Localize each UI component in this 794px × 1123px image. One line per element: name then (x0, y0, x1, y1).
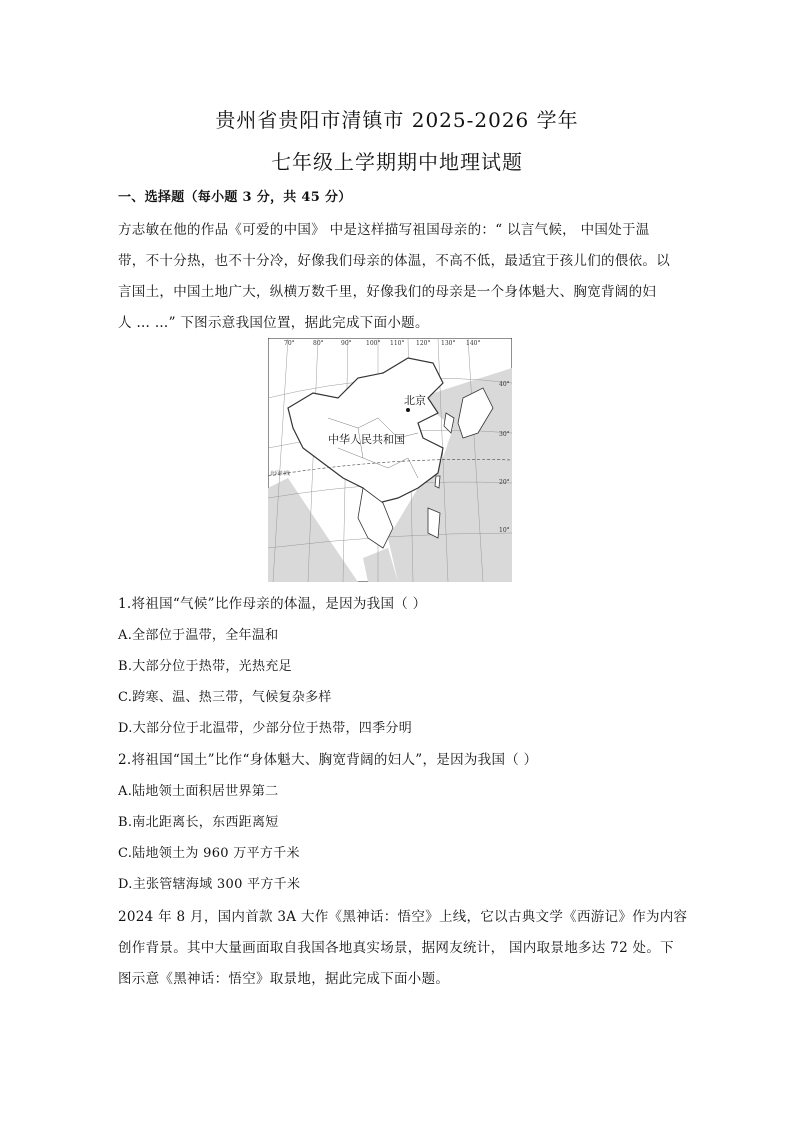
q2-option-c: C.陆地领土为 960 万平方千米 (118, 846, 300, 861)
china-location-map (268, 338, 512, 582)
map-lat-label: 40° (499, 381, 510, 388)
map-lat-label: 10° (499, 527, 510, 534)
q2-option-b: B.南北距离长，东西距离短 (118, 815, 279, 830)
map-label-tropic: 北回归线 (270, 471, 291, 477)
exam-title-line1: 贵州省贵阳市清镇市 2025-2026 学年 (215, 108, 579, 132)
map-lat-label: 30° (499, 431, 510, 438)
map-lon-label: 70° (284, 340, 295, 347)
passage2-line: 2024 年 8 月，国内首款 3A 大作《黑神话：悟空》上线，它以古典文学《西游记》作为内容 (118, 909, 688, 925)
map-lon-label: 80° (313, 340, 324, 347)
q1-option-a: A.全部位于温带，全年温和 (118, 628, 279, 643)
map-lon-label: 100° (366, 340, 381, 347)
map-lon-label: 110° (390, 340, 405, 347)
passage2-line: 图示意《黑神话：悟空》取景地，据此完成下面小题。 (118, 971, 450, 987)
map-lon-label: 130° (441, 340, 456, 347)
q1-option-c: C.跨寒、温、热三带，气候复杂多样 (118, 690, 332, 705)
map-label-beijing: 北京 (404, 394, 426, 407)
q2-option-a: A.陆地领土面积居世界第二 (118, 784, 279, 799)
q1-option-b: B.大部分位于热带，光热充足 (118, 659, 292, 674)
passage1-line: 带，不十分热，也不十分冷，好像我们母亲的体温，不高不低，最适宜于孩儿们的偎依。以 (118, 253, 670, 269)
map-lon-label: 120° (416, 340, 431, 347)
section-heading: 一、选择题（每小题 3 分，共 45 分） (118, 190, 352, 205)
passage1-line: 言国土，中国土地广大，纵横万数千里，好像我们的母亲是一个身体魁大、胸宽背阔的妇 (118, 284, 657, 300)
exam-title-line2: 七年级上学期期中地理试题 (271, 150, 523, 174)
passage1-line: 人 … …” 下图示意我国位置，据此完成下面小题。 (118, 315, 429, 331)
q1-option-d: D.大部分位于北温带，少部分位于热带，四季分明 (118, 721, 412, 736)
map-lon-label: 140° (466, 340, 481, 347)
q2-option-d: D.主张管辖海域 300 平方千米 (118, 877, 301, 892)
passage1-line: 方志敏在他的作品《可爱的中国》 中是这样描写祖国母亲的：“ 以言气候， 中国处于温 (118, 222, 650, 238)
map-lon-label: 90° (341, 340, 352, 347)
q1-stem: 1.将祖国“气候”比作母亲的体温，是因为我国（ ） (118, 596, 427, 612)
map-label-country: 中华人民共和国 (328, 433, 405, 446)
q2-stem: 2.将祖国“国土”比作“身体魁大、胸宽背阔的妇人”，是因为我国（ ） (118, 752, 538, 768)
passage2-line: 创作背景。其中大量画面取自我国各地真实场景，据网友统计， 国内取景地多达 72 处。下 (118, 940, 674, 956)
map-lat-label: 20° (499, 479, 510, 486)
